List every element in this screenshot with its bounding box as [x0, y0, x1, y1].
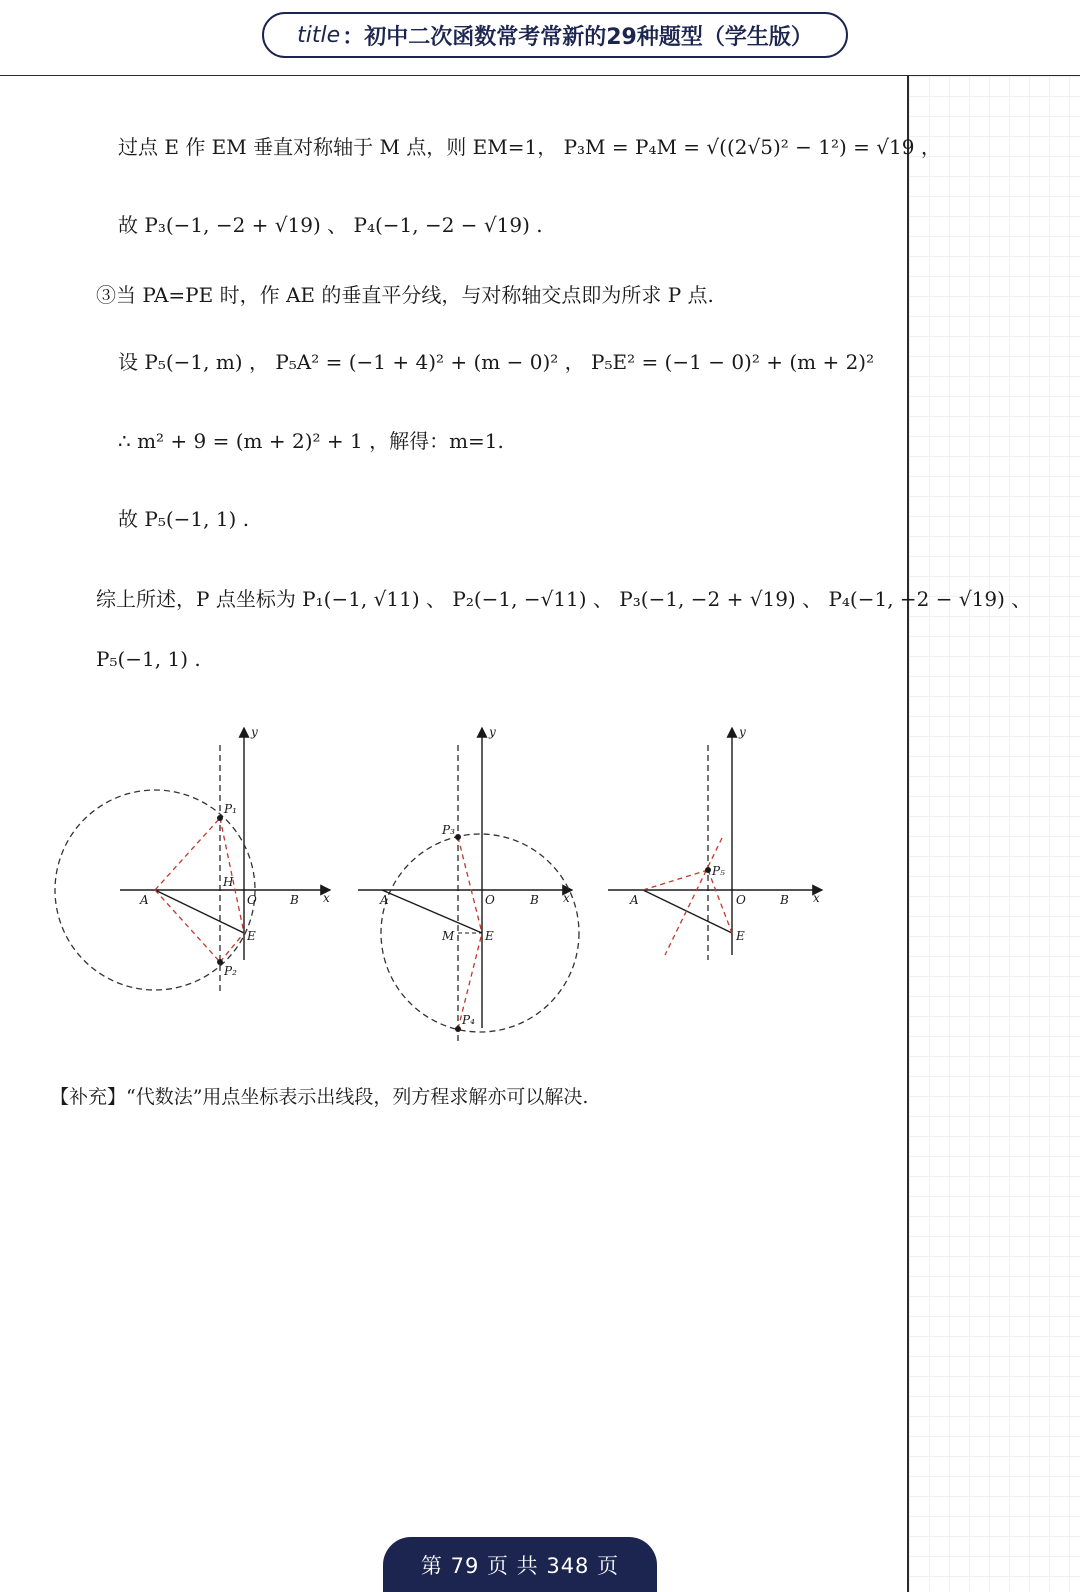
summary-line: 综上所述，P 点坐标为 P₁(−1, √11) 、 P₂(−1, −√11) 、 P₃(−1, −2 + √19) 、 P₄(−1, −2 − √19) 、 — [96, 587, 1032, 611]
label-b: B — [780, 893, 789, 907]
label-o: O — [485, 893, 495, 907]
label-y: y — [739, 725, 746, 739]
label-a: A — [140, 893, 149, 907]
segment-ap1 — [155, 818, 220, 890]
solution-line-4: 设 P₅(−1, m) ， P₅A² = (−1 + 4)² + (m − 0)² ， P₅E² = (−1 − 0)² + (m + 2)² — [118, 350, 875, 374]
grid-margin — [907, 76, 1080, 1592]
title-label: title — [297, 22, 341, 48]
label-a: A — [380, 893, 389, 907]
label-y: y — [489, 725, 496, 739]
page-indicator: 第 79 页 共 348 页 — [383, 1537, 657, 1592]
label-b: B — [290, 893, 299, 907]
label-x: x — [323, 891, 330, 905]
label-p1: P₁ — [224, 802, 237, 816]
point-p2 — [217, 959, 223, 965]
solution-line-2: 故 P₃(−1, −2 + √19) 、 P₄(−1, −2 − √19) . — [118, 213, 543, 237]
point-p1 — [217, 815, 223, 821]
label-e: E — [247, 929, 256, 943]
figure-svg — [50, 720, 870, 1060]
figure-panel-2 — [358, 725, 579, 1042]
point-p4 — [455, 1026, 461, 1032]
solution-line-5: ∴ m² + 9 = (m + 2)² + 1 ，解得：m=1. — [118, 429, 504, 453]
perpendicular-bisector — [665, 838, 722, 955]
label-x: x — [813, 891, 820, 905]
label-p4: P₄ — [462, 1013, 475, 1027]
label-x: x — [563, 891, 570, 905]
point-p5 — [705, 867, 711, 873]
figure-panel-3 — [608, 725, 822, 960]
segment-p3e — [458, 837, 482, 933]
segment-ae — [382, 890, 482, 933]
label-o: O — [736, 893, 746, 907]
label-e: E — [485, 929, 494, 943]
supplement-note: 【补充】“代数法”用点坐标表示出线段，列方程求解亦可以解决. — [50, 1086, 589, 1108]
label-m: M — [442, 929, 455, 943]
solution-line-1: 过点 E 作 EM 垂直对称轴于 M 点，则 EM=1， P₃M = P₄M = √((2√5)² − 1²) = √19 ， — [118, 135, 941, 159]
segment-ae — [155, 890, 244, 933]
label-p5: P₅ — [712, 864, 725, 878]
case-3-heading: ③当 PA=PE 时，作 AE 的垂直平分线，与对称轴交点即为所求 P 点. — [96, 283, 714, 307]
segment-p2e — [220, 933, 244, 962]
figure-panel-1 — [55, 725, 330, 995]
geometry-figure — [50, 720, 870, 1060]
document-title — [262, 12, 848, 58]
label-b: B — [530, 893, 539, 907]
title-separator: ： — [342, 24, 365, 50]
label-y: y — [251, 725, 258, 739]
label-p3: P₃ — [442, 823, 455, 837]
label-a: A — [630, 893, 639, 907]
label-p2: P₂ — [224, 964, 237, 978]
solution-line-6: 故 P₅(−1, 1) . — [118, 507, 250, 531]
label-e: E — [736, 929, 745, 943]
label-o: O — [247, 893, 257, 907]
header — [0, 0, 1080, 76]
title-text: 初中二次函数常考常新的29种题型（学生版） — [364, 24, 813, 50]
summary-line-cont: P₅(−1, 1) . — [96, 647, 201, 671]
segment-ap2 — [155, 890, 220, 962]
point-p3 — [455, 834, 461, 840]
label-h: H — [223, 875, 234, 889]
